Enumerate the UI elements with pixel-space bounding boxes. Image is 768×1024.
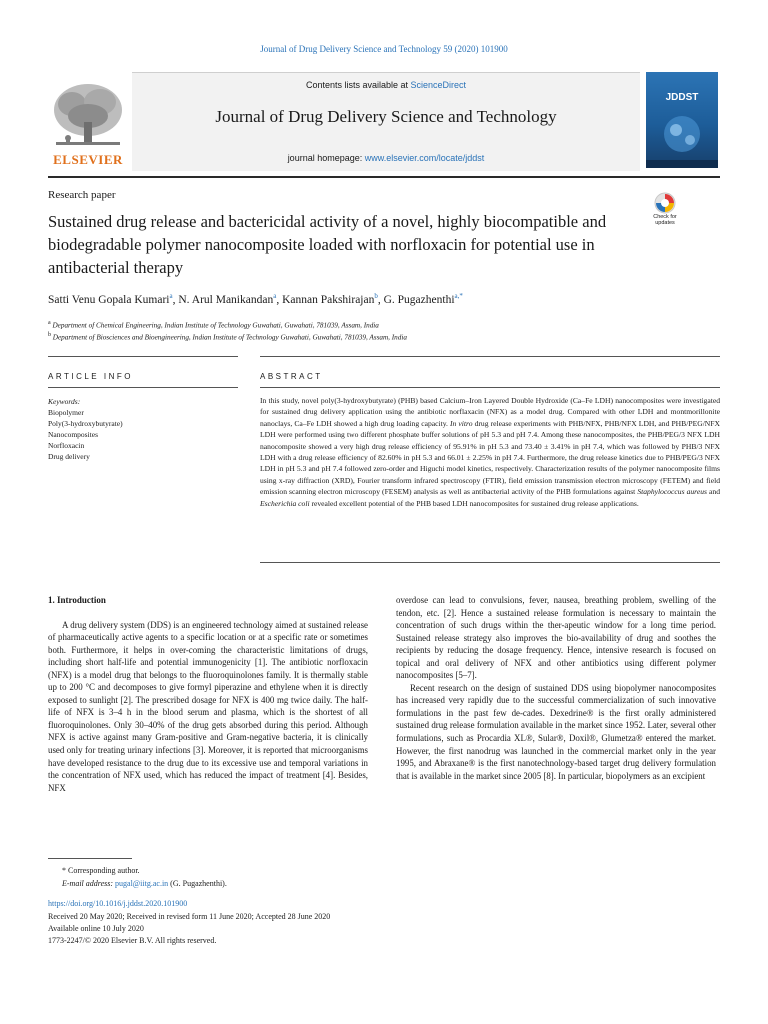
author-name[interactable]: N. Arul Manikandan [178, 293, 274, 306]
article-info-label: ARTICLE INFO [48, 372, 133, 381]
author-separator: , [377, 293, 384, 306]
homepage-line [132, 153, 640, 163]
journal-cover-image[interactable] [646, 72, 718, 168]
doi-text[interactable]: https://doi.org/10.1016/j.jddst.2020.101900 [48, 899, 188, 908]
section-heading: 1. Introduction [48, 595, 106, 605]
abstract-part: In this study, novel poly(3-hydroxybutyrate) (PHB) based Calcium–Iron Layered Double Hydroxide (Ca–Fe LDH) nanocomposites were investigated for sustained drug delivery application using the antibiotic norflaxacin (NFX) as a model drug. Compared with other LDH and montmorillonite nanoclays, Ca–Fe LDH showed a high drug loading capacity. [260, 396, 720, 428]
crossmark-label: Check for updates [653, 214, 677, 226]
body-paragraph: overdose can lead to convulsions, fever, nausea, breathing problem, swelling of the tendon, etc. [2]. Hence a sustained release formulation is necessary to maintain the concentration of such drugs within the ther-apeutic window for a long time period. Sustained release strategy also improves the bio-availability of drug and soothes the recipients by reducing the dosage frequency. Hence, intensive research is focused on topical and oral delivery of NFX and other antibiotics using different polymer nanocomposites [5–7]. [396, 595, 716, 681]
affiliation-b [48, 332, 407, 341]
author-name[interactable]: G. Pugazhenthi [383, 293, 455, 306]
author-affiliation-mark[interactable]: b [374, 292, 378, 300]
abstract-part: revealed excellent potential of the PHB based LDH nanocomposites for sustained drug release applications. [309, 498, 639, 508]
author-separator: , [276, 293, 283, 306]
abstract-label: ABSTRACT [260, 372, 323, 381]
doi-link[interactable] [48, 899, 187, 908]
article-info-label-rule [48, 387, 238, 388]
affiliation-text: Department of Biosciences and Bioengineering, Indian Institute of Technology Guwahati, Guwahati, 781039, Assam, India [52, 333, 407, 342]
homepage-prefix: journal homepage: [287, 153, 365, 163]
affiliation-text: Department of Chemical Engineering, Indian Institute of Technology Guwahati, Guwahati, 781039, Assam, India [52, 321, 379, 330]
footnote-rule [48, 858, 132, 859]
abstract-text [260, 395, 720, 509]
sciencedirect-link[interactable]: ScienceDirect [410, 80, 467, 90]
email-footnote [62, 879, 227, 888]
author-affiliation-mark[interactable]: a [273, 292, 277, 300]
author-separator: , [172, 293, 179, 306]
article-type: Research paper [48, 189, 116, 201]
abstract-top-rule [260, 356, 720, 357]
abstract-species: Escherichia coli [260, 498, 310, 508]
affiliation-a [48, 320, 379, 329]
contents-line [132, 80, 640, 90]
email-link[interactable]: pugal@iitg.ac.in [115, 879, 169, 888]
author-list [48, 292, 463, 306]
abstract-part: and [706, 487, 720, 497]
email-label: E-mail address: [62, 879, 116, 888]
contents-prefix: Contents lists available at [305, 80, 411, 90]
keyword: Nanocomposites [48, 430, 98, 439]
keyword: Drug delivery [48, 452, 90, 461]
masthead-rule [48, 176, 720, 178]
cover-art [646, 72, 718, 168]
body-paragraph: Recent research on the design of sustained DDS using biopolymer nanocomposites has increased very rapidly due to the successful commercialization of such innovative formulations in the past few de-cades. Dexedrine® is the first orally administered sustained drug release formulation available in the market since 1952. Later, several other formulations, such as Procardia XL®, Sular®, Doxil®, Glumetza® entered the market. However, the first nanodrug was launched in the commercial market only in the year 1995, and Abraxane® is the first nanotechnology-based target drug delivery formulation that is available in the market since 2005 [8]. In particular, biopolymers as an excipient [396, 682, 716, 781]
author-name[interactable]: Kannan Pakshirajan [282, 293, 375, 306]
journal-masthead [48, 72, 720, 170]
author-name[interactable]: Satti Venu Gopala Kumari [48, 293, 170, 306]
abstract-species: Staphylococcus aureus [637, 487, 707, 497]
affiliation-mark: b [48, 332, 51, 338]
abstract-italic: In vitro [450, 418, 473, 428]
publisher-name: ELSEVIER [53, 152, 123, 167]
keyword: Poly(3-hydroxybutyrate) [48, 419, 123, 428]
corresponding-author-note: * Corresponding author. [62, 866, 140, 875]
body-paragraph: A drug delivery system (DDS) is an engineered technology aimed at sustained release of pharmaceutically active agents to a specific location or at a specific rate or sometimes both. Furthermore, it helps in over-coming the characteristic limitations of drugs, including short half-life and potential immunogenicity [1]. The antibiotic norfloxacin (NFX) is a model drug that belongs to the fluoroquinolones family. It is thermally stable up to 200 °C and decomposes to give formyl piperazine and ethylene when it is directly exposed to sunlight [2]. The prescribed dosage for NFX is 400 mg twice daily. The half-life of NFX is 3–4 h in the blood serum and plasma, which is the shortest of all fluoroquinolones. Only 30–40% of the drug gets absorbed during this period. Although NFX is active against many Gram-positive and Gram-negative bacteria, it is clinically used only for treating urinary infections [3]. Moreover, it is reported that microorganisms have developed resistance to the drug due to its excessive use and temporal variations in the concentration of NFX used, which has reduced the impact of treatment [4]. Besides, NFX [48, 619, 368, 793]
available-online: Available online 10 July 2020 [48, 924, 144, 933]
cover-title: JDDST [665, 92, 699, 103]
keyword: Biopolymer [48, 408, 84, 417]
abstract-label-rule [260, 387, 720, 388]
journal-title: Journal of Drug Delivery Science and Technology [215, 107, 557, 126]
body-column-right [396, 594, 716, 782]
affiliation-mark: a [48, 320, 51, 326]
author-affiliation-mark[interactable]: a,* [454, 292, 463, 300]
body-column-left [48, 594, 368, 794]
author-affiliation-mark[interactable]: a [169, 292, 173, 300]
abstract-part: drug release experiments with PHB/NFX, PHB/NFX LDH, and PHB/PEG/NFX LDH were performed using two different phosphate buffer solutions of pH 5.3 and pH 7.4. Among these nanocomposites, the PHB/PEG/3 NFX LDH nanocomposite showed a very high drug release efficiency of 95.91% in pH 5.3 and 73.40 ± 3.41% in pH 7.4, which was followed by PHB/3 NFX LDH with a drug release efficiency of 82.60% in pH 5.3 and 66.01 ± 2.25% in pH 7.4. Furthermore, the drug release kinetics due to PHB/PEG/3 NFX LDH in pH 5.3 and pH 7.4 followed zero-order and Higuchi model kinetics, respectively. Characterization results of the polymer nanocomposite films using x-ray diffraction (XRD), Fourier transform infrared spectroscopy (FTIR), field emission transmission electron microscopy (FETEM) and field emission scanning electron microscopy (FESEM) analysis as well as antibacterial activity of the PHB formulations against [260, 418, 720, 497]
running-head[interactable]: Journal of Drug Delivery Science and Technology 59 (2020) 101900 [260, 44, 508, 54]
article-title: Sustained drug release and bactericidal activity of a novel, highly biocompatible and biodegradable polymer nanocomposite loaded with norfloxacin for potential use in antibacterial therapy [48, 212, 607, 277]
keyword: Norfloxacin [48, 441, 85, 450]
article-info-top-rule [48, 356, 238, 357]
homepage-link[interactable]: www.elsevier.com/locate/jddst [364, 153, 485, 163]
keywords-label: Keywords: [48, 397, 81, 406]
received-dates: Received 20 May 2020; Received in revised form 11 June 2020; Accepted 28 June 2020 [48, 912, 331, 921]
abstract-bottom-rule [260, 562, 720, 563]
email-owner: (G. Pugazhenthi). [168, 879, 227, 888]
masthead-center [132, 72, 640, 171]
copyright-line: 1773-2247/© 2020 Elsevier B.V. All rights reserved. [48, 936, 217, 945]
